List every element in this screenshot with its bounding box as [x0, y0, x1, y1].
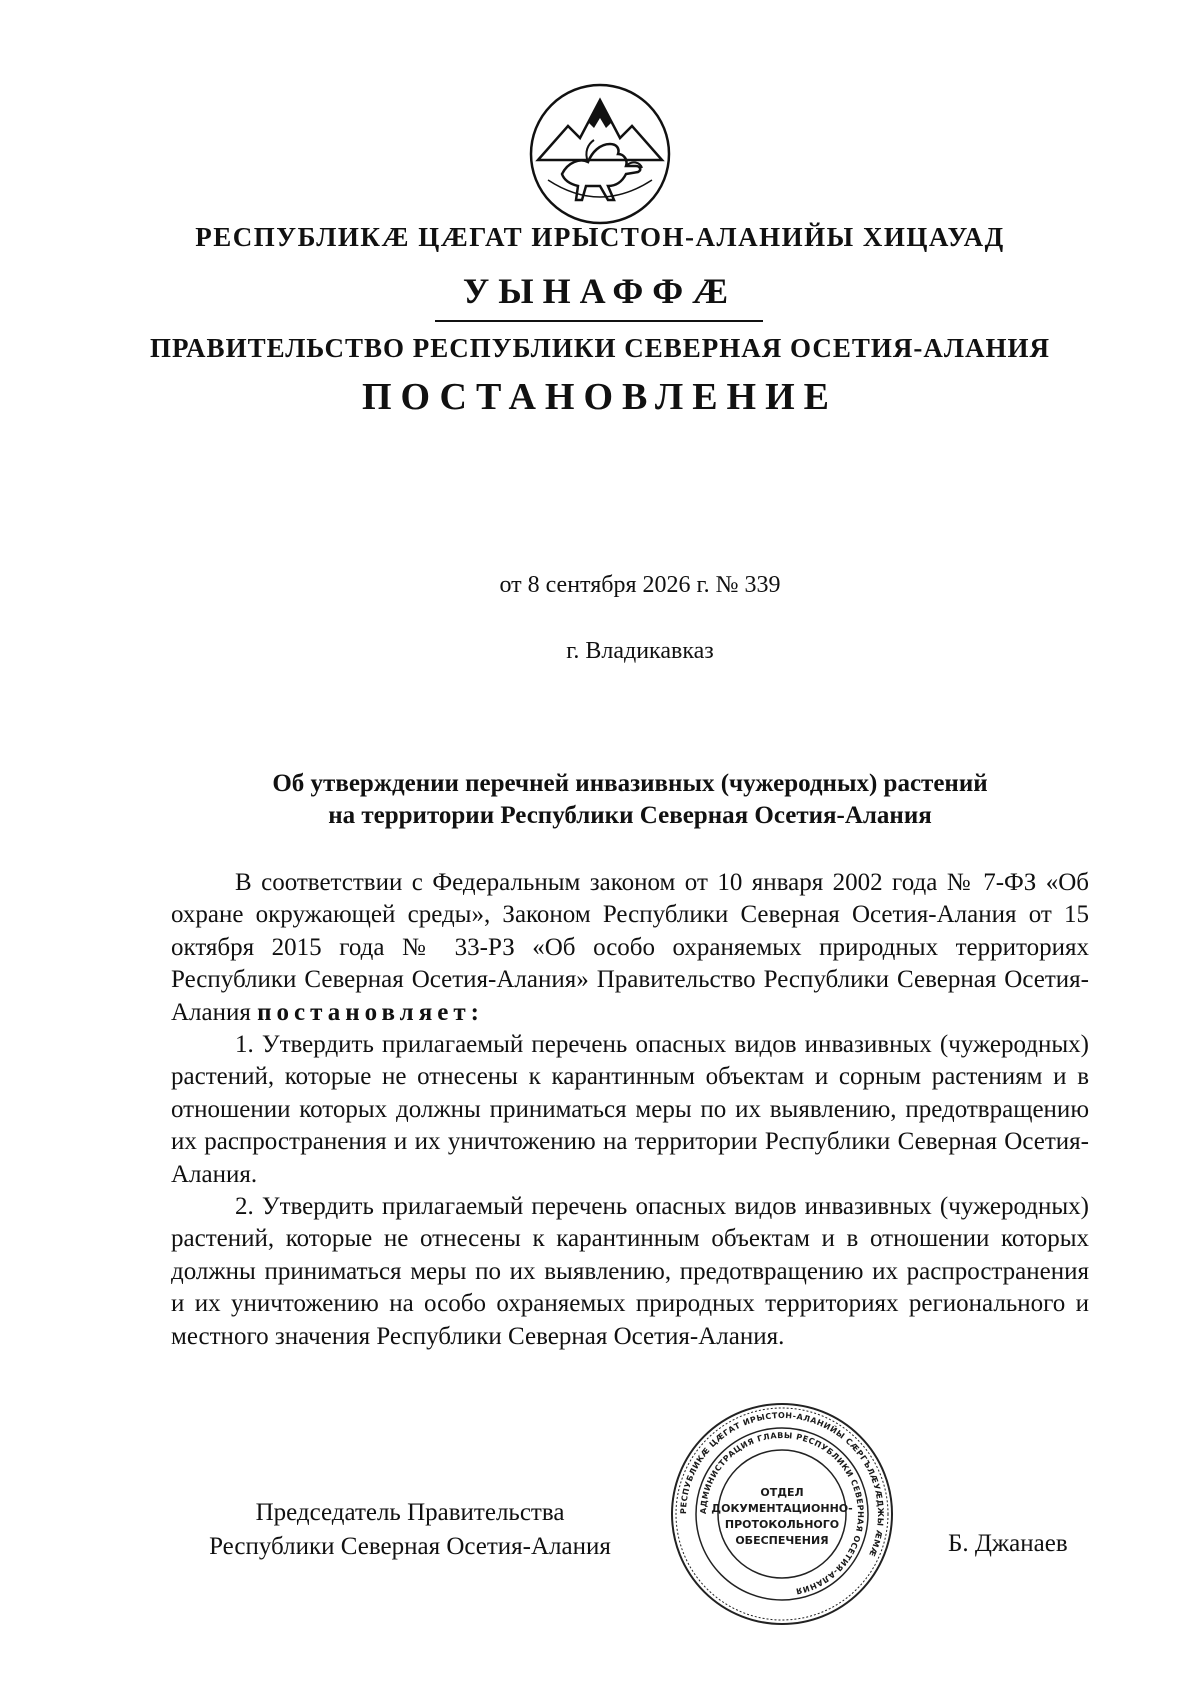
signatory-position-line-2: Республики Северная Осетия-Алания: [209, 1533, 611, 1560]
preamble-text: В соответствии с Федеральным законом от 10 января 2002 года № 7-ФЗ «Об охране окружающей среды», Законом Республики Северная Осетия-Алания от 15 октября 2015 года № 33-РЗ «Об особо охраняемых природных территориях Республики Северная Осетия-Алания» Правительство Республики Северная Осетия-Алания: [171, 869, 1089, 1026]
document-title: [170, 768, 1090, 832]
coat-of-arms-emblem: [528, 82, 672, 226]
preamble-paragraph: [171, 867, 1089, 1029]
resolution-item-2: 2. Утвердить прилагаемый перечень опасных видов инвазивных (чужеродных) растений, которые не отнесены к карантинным объектам и в отношении которых должны приниматься меры по их выявлению, предотвращению их распространения и их уничтожению на особо охраняемых природных территориях регионального и местного значения Республики Северная Осетия-Алания.: [171, 1193, 1089, 1350]
ossetian-doc-type-heading: УЫНАФФÆ: [462, 271, 738, 311]
document-city: г. Владикавказ: [566, 638, 714, 664]
stamp-outer-ring-text: РЕСПУБЛИКÆ ЦÆГАТ ИРЫСТОН-АЛАНИЙЫ СÆРГЪЛÆУÆДЖЫ ÆМÆ: [678, 1410, 886, 1559]
russian-government-heading: ПРАВИТЕЛЬСТВО РЕСПУБЛИКИ СЕВЕРНАЯ ОСЕТИЯ-АЛАНИЯ: [150, 333, 1050, 363]
document-title-line-2: на территории Республики Северная Осетия-Алания: [328, 802, 932, 829]
document-title-line-1: Об утверждении перечней инвазивных (чужеродных) растений: [272, 770, 988, 797]
stamp-center-line-2: ДОКУМЕНТАЦИОННО-: [711, 1502, 853, 1515]
stamp-center-line-1: ОТДЕЛ: [760, 1486, 804, 1499]
document-body: [171, 867, 1089, 1353]
ossetian-government-heading: РЕСПУБЛИКÆ ЦÆГАТ ИРЫСТОН-АЛАНИЙЫ ХИЦАУАД: [195, 222, 1005, 252]
stamp-center-line-4: ОБЕСПЕЧЕНИЯ: [735, 1534, 829, 1547]
resolves-word: постановляет:: [257, 998, 484, 1026]
document-date-number: от 8 сентября 2026 г. № 339: [499, 572, 781, 598]
stamp-center-line-3: ПРОТОКОЛЬНОГО: [724, 1518, 840, 1531]
resolution-item-1: 1. Утвердить прилагаемый перечень опасных видов инвазивных (чужеродных) растений, которые не отнесены к карантинным объектам и сорным растениям и в отношении которых должны приниматься меры по их выявлению, предотвращению их распространения и их уничтожению на территории Республики Северная Осетия-Алания.: [171, 1031, 1089, 1188]
signatory-position: [170, 1496, 650, 1564]
stamp-inner-ring-text: АДМИНИСТРАЦИЯ ГЛАВЫ РЕСПУБЛИКИ СЕВЕРНАЯ ОСЕТИЯ-АЛАНИЯ: [698, 1430, 866, 1596]
header-divider: [435, 320, 763, 322]
russian-doc-type-heading: ПОСТАНОВЛЕНИЕ: [361, 376, 839, 418]
official-stamp: [668, 1400, 896, 1628]
signatory-name: Б. Джанаев: [948, 1530, 1068, 1557]
signatory-position-line-1: Председатель Правительства: [255, 1499, 565, 1526]
